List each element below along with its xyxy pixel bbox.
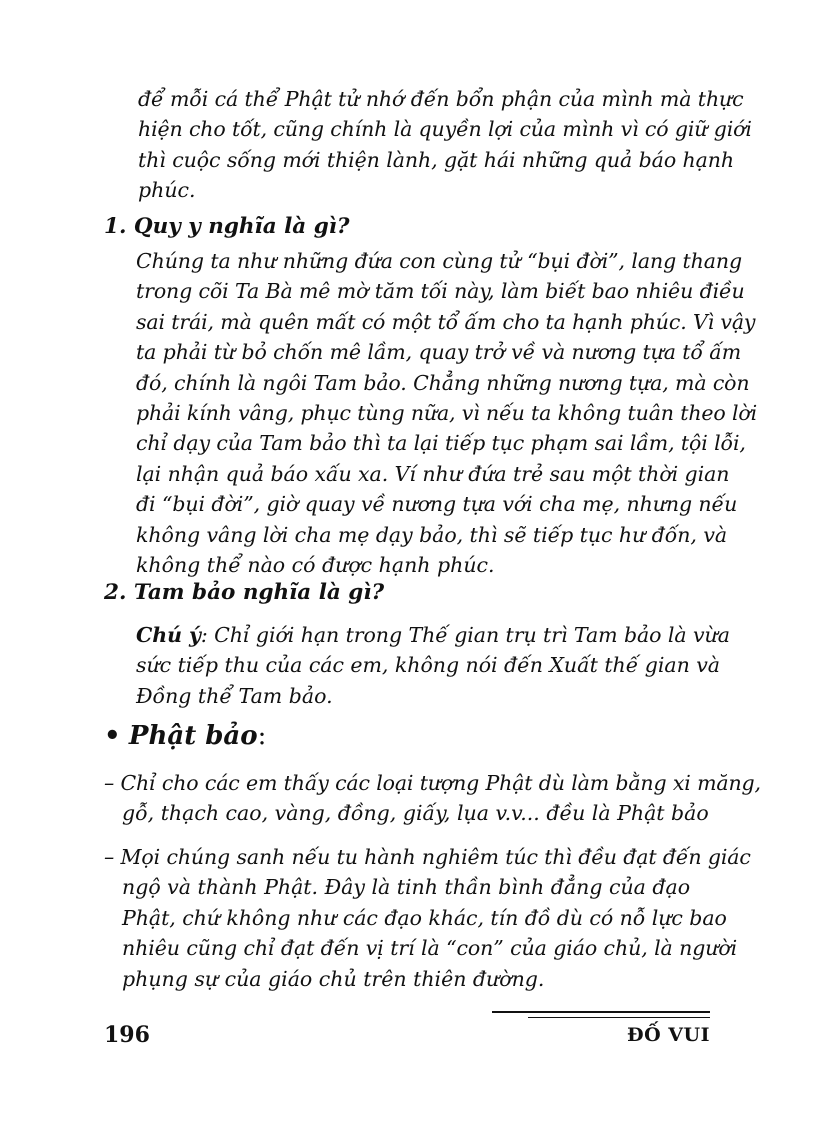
page-number: 196	[104, 1022, 150, 1048]
text-line: không vâng lời cha mẹ dạy bảo, thì sẽ tiếp tục hư đốn, và	[136, 522, 728, 547]
text-line: gỗ, thạch cao, vàng, đồng, giấy, lụa v.v... đều là Phật bảo	[122, 801, 709, 826]
intro-paragraph	[138, 84, 752, 206]
text-line: hiện cho tốt, cũng chính là quyền lợi của mình vì có giữ giới	[138, 117, 752, 142]
text-line: sai trái, mà quên mất có một tổ ấm cho ta hạnh phúc. Vì vậy	[136, 309, 756, 334]
text-line: thì cuộc sống mới thiện lành, gặt hái những quả báo hạnh	[138, 147, 735, 172]
text-line: để mỗi cá thể Phật tử nhớ đến bổn phận của mình mà thực	[138, 87, 744, 111]
text-line: Phật, chứ không như các đạo khác, tín đồ dù có nỗ lực bao	[122, 905, 727, 930]
text-line: – Chỉ cho các em thấy các loại tượng Phật dù làm bằng xi măng,	[104, 771, 761, 795]
text-line: ta phải từ bỏ chốn mê lầm, quay trở về và nương tựa tổ ấm	[136, 340, 742, 365]
text-line: trong cõi Ta Bà mê mờ tăm tối này, làm biết bao nhiêu điều	[136, 279, 745, 304]
section-2-heading: 2. Tam bảo nghĩa là gì?	[104, 580, 385, 605]
text-line: – Mọi chúng sanh nếu tu hành nghiêm túc thì đều đạt đến giác	[104, 845, 751, 869]
list-item	[104, 842, 751, 994]
text-line: Đồng thể Tam bảo.	[136, 683, 333, 708]
section-2-note	[136, 620, 730, 711]
running-title: ĐỐ VUI	[627, 1024, 710, 1046]
text-line: không thể nào có được hạnh phúc.	[136, 553, 495, 578]
text-line: phải kính vâng, phục tùng nữa, vì nếu ta không tuân theo lời	[136, 401, 757, 426]
text-line: phụng sự của giáo chủ trên thiên đường.	[122, 966, 545, 991]
text-line: chỉ dạy của Tam bảo thì ta lại tiếp tục phạm sai lầm, tội lỗi,	[136, 431, 746, 456]
bullet-icon: •	[104, 721, 121, 751]
section-1-heading: 1. Quy y nghĩa là gì?	[104, 214, 350, 239]
text-line: nhiêu cũng chỉ đạt đến vị trí là “con” của giáo chủ, là người	[122, 936, 738, 961]
section-1-paragraph	[136, 246, 757, 580]
phat-bao-heading	[104, 720, 266, 752]
text-line: đó, chính là ngôi Tam bảo. Chẳng những nương tựa, mà còn	[136, 370, 750, 395]
note-text: : Chỉ giới hạn trong Thế gian trụ trì Tam bảo là vừa	[200, 623, 730, 647]
text-line: phúc.	[138, 178, 196, 203]
phat-bao-colon: :	[257, 721, 267, 751]
footer-rule-top	[492, 1011, 710, 1013]
text-line: đi “bụi đời”, giờ quay về nương tựa với cha mẹ, nhưng nếu	[136, 492, 738, 517]
note-first-line	[136, 620, 730, 650]
list-item	[104, 768, 761, 829]
phat-bao-title: Phật bảo	[128, 721, 258, 751]
footer-rule-bottom	[528, 1017, 710, 1018]
text-line: ngộ và thành Phật. Đây là tinh thần bình đẳng của đạo	[122, 875, 691, 900]
text-line: lại nhận quả báo xấu xa. Ví như đứa trẻ sau một thời gian	[136, 461, 730, 486]
text-line: sức tiếp thu của các em, không nói đến Xuất thế gian và	[136, 653, 720, 678]
text-line: Chúng ta như những đứa con cùng tử “bụi đời”, lang thang	[136, 249, 742, 273]
note-label: Chú ý	[136, 623, 201, 647]
